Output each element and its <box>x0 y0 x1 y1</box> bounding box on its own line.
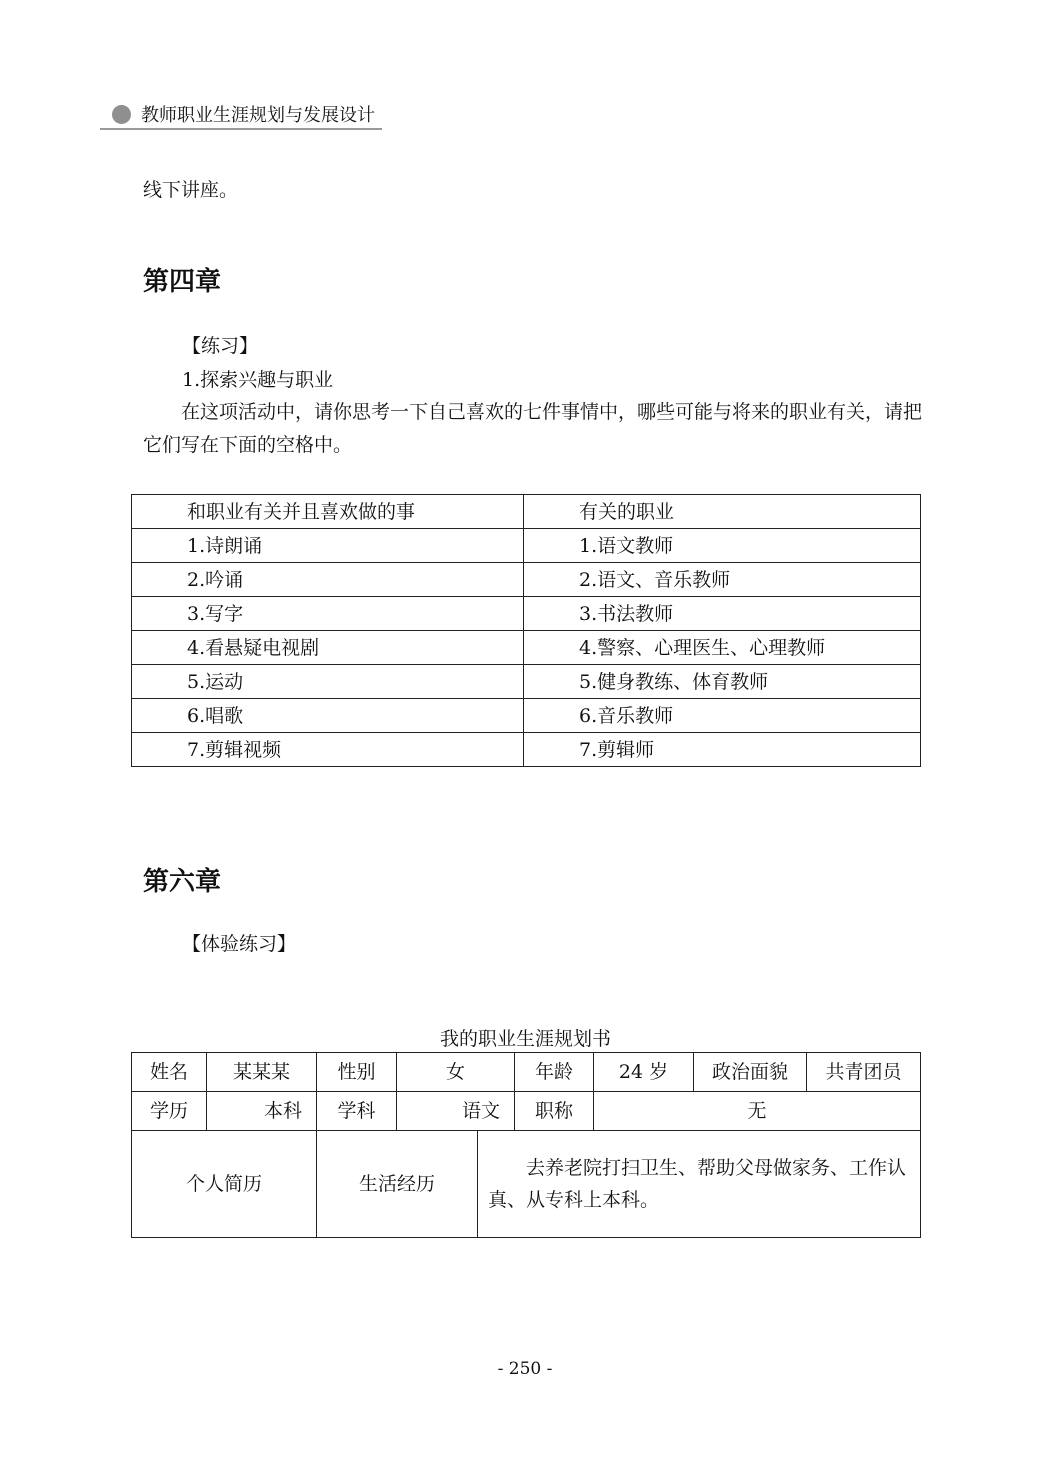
table-cell: 4.警察、心理医生、心理教师 <box>524 631 921 665</box>
chapter4-title: 第四章 <box>143 267 222 297</box>
career-plan-table <box>131 1052 921 1238</box>
table-row <box>132 733 921 767</box>
table-row <box>132 665 921 699</box>
political-value: 共青团员 <box>807 1053 921 1092</box>
subject-label: 学科 <box>317 1092 397 1131</box>
table-cell: 2.吟诵 <box>132 563 524 597</box>
resume-label: 个人简历 <box>132 1131 317 1238</box>
political-label: 政治面貌 <box>694 1053 807 1092</box>
job-title-label: 职称 <box>515 1092 594 1131</box>
table-cell: 2.语文、音乐教师 <box>524 563 921 597</box>
age-label: 年龄 <box>515 1053 594 1092</box>
gender-label: 性别 <box>317 1053 397 1092</box>
table-cell: 3.书法教师 <box>524 597 921 631</box>
age-value: 24 岁 <box>594 1053 694 1092</box>
table-header-cell: 有关的职业 <box>524 495 921 529</box>
name-label: 姓名 <box>132 1053 207 1092</box>
education-value: 本科 <box>207 1092 317 1131</box>
table-row <box>132 1092 921 1131</box>
page-number: - 250 - <box>497 1359 553 1379</box>
table-cell: 6.唱歌 <box>132 699 524 733</box>
table-row <box>132 1053 921 1092</box>
chapter4-subtitle: 1.探索兴趣与职业 <box>182 369 334 391</box>
table-cell: 5.运动 <box>132 665 524 699</box>
table-cell: 7.剪辑视频 <box>132 733 524 767</box>
chapter4-paragraph: 在这项活动中，请你思考一下自己喜欢的七件事情中，哪些可能与将来的职业有关，请把它们写在下面的空格中。 <box>143 401 923 456</box>
intro-text: 线下讲座。 <box>143 179 239 201</box>
table-cell: 5.健身教练、体育教师 <box>524 665 921 699</box>
table-cell: 4.看悬疑电视剧 <box>132 631 524 665</box>
table-row <box>132 699 921 733</box>
life-description-text: 去养老院打扫卫生、帮助父母做家务、工作认真、从专科上本科。 <box>488 1157 907 1211</box>
plan-table-caption: 我的职业生涯规划书 <box>439 1028 611 1050</box>
table-row <box>132 563 921 597</box>
life-description <box>478 1131 921 1238</box>
interest-career-table <box>131 494 921 767</box>
bullet-dot-icon <box>112 105 131 124</box>
chapter4-section-label: 【练习】 <box>182 335 259 357</box>
table-row <box>132 597 921 631</box>
table-cell: 7.剪辑师 <box>524 733 921 767</box>
table-header-row <box>132 495 921 529</box>
running-header <box>100 104 382 130</box>
table-row <box>132 1131 921 1238</box>
education-label: 学历 <box>132 1092 207 1131</box>
table-cell: 1.语文教师 <box>524 529 921 563</box>
table-cell: 6.音乐教师 <box>524 699 921 733</box>
table-cell: 3.写字 <box>132 597 524 631</box>
name-value: 某某某 <box>207 1053 317 1092</box>
subject-value: 语文 <box>397 1092 515 1131</box>
gender-value: 女 <box>397 1053 515 1092</box>
table-row <box>132 529 921 563</box>
table-row <box>132 631 921 665</box>
chapter6-title: 第六章 <box>143 867 222 897</box>
chapter6-section-label: 【体验练习】 <box>182 933 297 955</box>
job-title-value: 无 <box>594 1092 921 1131</box>
life-label: 生活经历 <box>317 1131 478 1238</box>
table-header-cell: 和职业有关并且喜欢做的事 <box>132 495 524 529</box>
header-title: 教师职业生涯规划与发展设计 <box>141 105 375 126</box>
header-rule <box>100 128 382 130</box>
table-cell: 1.诗朗诵 <box>132 529 524 563</box>
